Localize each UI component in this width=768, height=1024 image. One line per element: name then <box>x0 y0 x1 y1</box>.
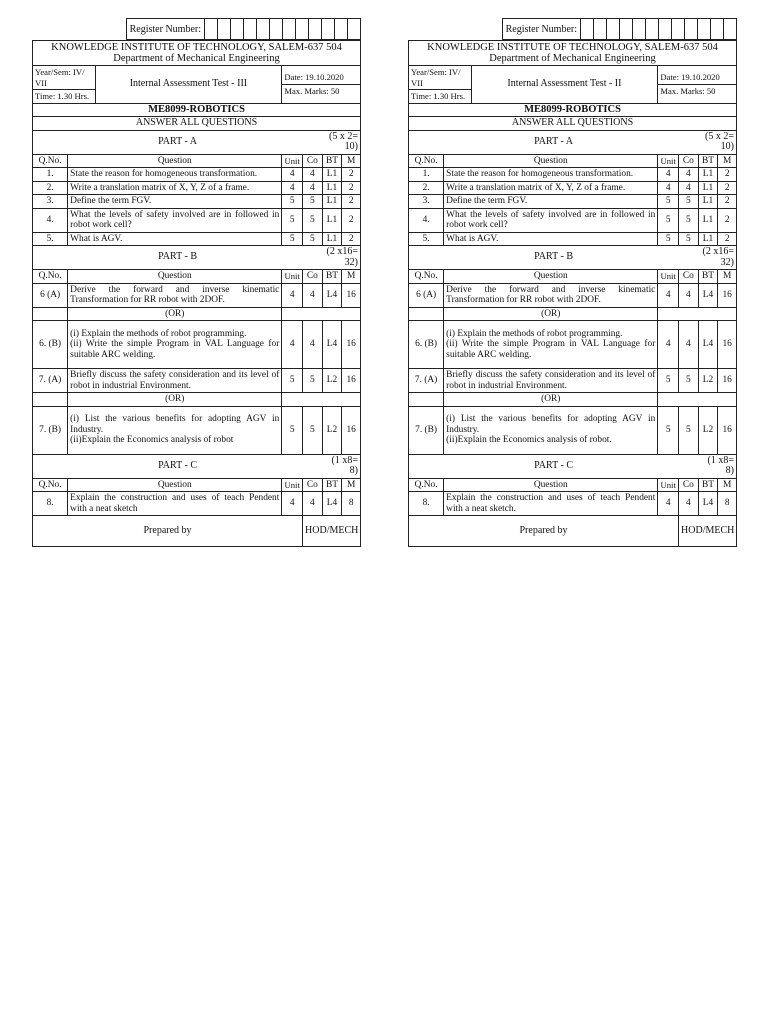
bt-value: L2 <box>322 369 342 393</box>
question-text: Derive the forward and inverse kinematic Transformation for RR robot with 2DOF. <box>444 283 658 307</box>
bt-value: L2 <box>322 406 342 454</box>
co-value: 4 <box>679 181 699 195</box>
bt-value: L1 <box>322 195 342 209</box>
column-header-co: Co <box>303 270 323 284</box>
unit-value: 4 <box>282 321 303 369</box>
column-header-question: Question <box>444 478 658 492</box>
co-value: 4 <box>679 283 699 307</box>
question-row <box>33 208 361 232</box>
register-digit-box <box>309 19 322 40</box>
column-header-row <box>409 154 737 168</box>
column-header-unit: Unit <box>658 154 679 168</box>
co-value: 4 <box>303 283 323 307</box>
unit-value: 4 <box>658 283 679 307</box>
part-marks: (2 x16= 32) <box>322 246 360 270</box>
column-header-qno: Q.No. <box>33 270 68 284</box>
question-number: 7. (B) <box>33 406 68 454</box>
question-row <box>409 195 737 209</box>
register-digit-box <box>672 19 685 40</box>
or-blank <box>282 307 361 321</box>
unit-value: 4 <box>282 181 303 195</box>
unit-value: 4 <box>282 168 303 182</box>
part-b-heading <box>33 246 361 270</box>
co-value: 5 <box>303 208 323 232</box>
question-row <box>409 406 737 454</box>
co-value: 4 <box>679 168 699 182</box>
question-text: What the levels of safety involved are in followed in robot work cell? <box>68 208 282 232</box>
marks-value: 2 <box>718 208 737 232</box>
question-row <box>33 168 361 182</box>
marks-value: 2 <box>718 181 737 195</box>
instruction: ANSWER ALL QUESTIONS <box>33 117 361 131</box>
hod-signature: HOD/MECH <box>303 516 361 547</box>
max-marks: Max. Marks: 50 <box>284 85 340 96</box>
question-row <box>33 232 361 246</box>
co-value: 5 <box>303 406 323 454</box>
co-value: 4 <box>679 492 699 516</box>
bt-value: L1 <box>698 208 718 232</box>
question-number: 4. <box>409 208 444 232</box>
column-header-bt: BT <box>698 270 718 284</box>
or-separator: (OR) <box>68 307 282 321</box>
register-digit-box <box>698 19 711 40</box>
bt-value: L1 <box>698 232 718 246</box>
part-title: PART - C <box>409 454 699 478</box>
question-row <box>33 181 361 195</box>
institute-header <box>409 41 737 66</box>
register-digit-box <box>646 19 659 40</box>
prepared-by: Prepared by <box>33 516 303 547</box>
column-header-unit: Unit <box>282 478 303 492</box>
question-paper-right <box>408 18 737 547</box>
unit-value: 5 <box>282 369 303 393</box>
institute-header <box>33 41 361 66</box>
register-digit-box <box>633 19 646 40</box>
bt-value: L1 <box>698 168 718 182</box>
column-header-row <box>33 154 361 168</box>
column-header-qno: Q.No. <box>33 478 68 492</box>
register-digit-box <box>270 19 283 40</box>
bt-value: L4 <box>322 283 342 307</box>
question-text: Briefly discuss the safety consideration and its level of robot in industrial Environment. <box>68 369 282 393</box>
or-separator: (OR) <box>444 307 658 321</box>
or-separator: (OR) <box>444 393 658 407</box>
marks-value: 2 <box>718 195 737 209</box>
part-marks: (1 x8= 8) <box>322 454 360 478</box>
question-row <box>33 492 361 516</box>
bt-value: L4 <box>698 492 718 516</box>
or-blank <box>409 393 444 407</box>
bt-value: L2 <box>698 369 718 393</box>
question-text: Explain the construction and uses of teach Pendent with a neat sketch <box>68 492 282 516</box>
column-header-co: Co <box>679 270 699 284</box>
marks-value: 2 <box>342 195 361 209</box>
column-header-question: Question <box>444 154 658 168</box>
register-digit-box <box>296 19 309 40</box>
register-digit-box <box>205 19 218 40</box>
question-number: 6. (B) <box>33 321 68 369</box>
institute-name: KNOWLEDGE INSTITUTE OF TECHNOLOGY, SALEM-637 504 <box>427 42 718 53</box>
or-row <box>33 393 361 407</box>
register-digit-box <box>322 19 335 40</box>
column-header-m: M <box>718 154 737 168</box>
question-row <box>409 492 737 516</box>
column-header-question: Question <box>68 478 282 492</box>
question-row <box>409 181 737 195</box>
marks-value: 2 <box>342 168 361 182</box>
unit-value: 5 <box>658 232 679 246</box>
question-text: Briefly discuss the safety consideration and its level of robot in industrial Environment. <box>444 369 658 393</box>
register-digit-box <box>231 19 244 40</box>
column-header-question: Question <box>68 270 282 284</box>
question-row <box>409 283 737 307</box>
bt-value: L4 <box>698 321 718 369</box>
question-number: 3. <box>33 195 68 209</box>
column-header-m: M <box>342 478 361 492</box>
column-header-bt: BT <box>322 270 342 284</box>
co-value: 4 <box>679 321 699 369</box>
co-value: 5 <box>303 369 323 393</box>
test-name: Internal Assessment Test - III <box>129 78 248 89</box>
unit-value: 4 <box>658 181 679 195</box>
exam-meta-left <box>33 66 282 104</box>
register-digit-box <box>594 19 607 40</box>
question-text: (i) Explain the methods of robot programming. (ii) Write the simple Program in VAL Language for suitable ARC welding. <box>444 321 658 369</box>
question-row <box>33 195 361 209</box>
part-title: PART - A <box>33 130 323 154</box>
marks-value: 16 <box>718 406 737 454</box>
or-blank <box>409 307 444 321</box>
unit-value: 4 <box>282 492 303 516</box>
exam-date: Date: 19.10.2020 <box>658 71 736 85</box>
question-row <box>33 283 361 307</box>
duration: Time: 1.30 Hrs. <box>33 90 95 103</box>
register-digit-box <box>244 19 257 40</box>
part-marks: (2 x16= 32) <box>698 246 736 270</box>
question-text: Write a translation matrix of X, Y, Z of a frame. <box>68 181 282 195</box>
or-blank <box>282 393 361 407</box>
question-text: State the reason for homogeneous transformation. <box>444 168 658 182</box>
part-marks: (1 x8= 8) <box>698 454 736 478</box>
question-number: 6. (B) <box>409 321 444 369</box>
marks-value: 8 <box>342 492 361 516</box>
unit-value: 4 <box>658 492 679 516</box>
or-row <box>409 393 737 407</box>
question-text: Define the term FGV. <box>444 195 658 209</box>
question-number: 5. <box>33 232 68 246</box>
register-digit-box <box>335 19 348 40</box>
duration: Time: 1.30 Hrs. <box>409 90 471 103</box>
question-number: 1. <box>33 168 68 182</box>
question-text: Define the term FGV. <box>68 195 282 209</box>
part-marks: (5 x 2= 10) <box>322 130 360 154</box>
column-header-bt: BT <box>322 154 342 168</box>
column-header-unit: Unit <box>658 478 679 492</box>
column-header-m: M <box>718 478 737 492</box>
question-number: 8. <box>409 492 444 516</box>
marks-value: 2 <box>342 232 361 246</box>
column-header-m: M <box>718 270 737 284</box>
bt-value: L1 <box>698 181 718 195</box>
or-blank <box>658 393 737 407</box>
column-header-qno: Q.No. <box>409 270 444 284</box>
unit-value: 5 <box>658 406 679 454</box>
register-digit-box <box>607 19 620 40</box>
question-row <box>409 168 737 182</box>
column-header-unit: Unit <box>282 270 303 284</box>
register-digit-box <box>283 19 296 40</box>
unit-value: 5 <box>282 232 303 246</box>
co-value: 5 <box>679 195 699 209</box>
co-value: 5 <box>679 406 699 454</box>
question-paper-left <box>32 18 361 547</box>
question-row <box>409 232 737 246</box>
department-name: Department of Mechanical Engineering <box>489 52 656 64</box>
or-separator: (OR) <box>68 393 282 407</box>
question-row <box>33 369 361 393</box>
prepared-by: Prepared by <box>409 516 679 547</box>
question-number: 7. (A) <box>33 369 68 393</box>
question-number: 7. (A) <box>409 369 444 393</box>
marks-value: 16 <box>718 321 737 369</box>
bt-value: L1 <box>322 181 342 195</box>
exam-meta-left <box>409 66 658 104</box>
marks-value: 16 <box>342 369 361 393</box>
institute-name: KNOWLEDGE INSTITUTE OF TECHNOLOGY, SALEM-637 504 <box>51 42 342 53</box>
column-header-unit: Unit <box>658 270 679 284</box>
column-header-row <box>409 478 737 492</box>
question-text: (i) List the various benefits for adopting AGV in Industry. (ii)Explain the Economics analysis of robot. <box>444 406 658 454</box>
question-number: 8. <box>33 492 68 516</box>
register-number-label: Register Number: <box>502 19 580 40</box>
unit-value: 5 <box>658 195 679 209</box>
marks-value: 16 <box>342 321 361 369</box>
part-a-heading <box>409 130 737 154</box>
department-name: Department of Mechanical Engineering <box>113 52 280 64</box>
bt-value: L4 <box>322 492 342 516</box>
column-header-row <box>33 478 361 492</box>
unit-value: 4 <box>282 283 303 307</box>
column-header-bt: BT <box>698 154 718 168</box>
column-header-co: Co <box>679 478 699 492</box>
part-marks: (5 x 2= 10) <box>698 130 736 154</box>
co-value: 5 <box>679 369 699 393</box>
co-value: 4 <box>303 168 323 182</box>
register-digit-box <box>348 19 361 40</box>
part-title: PART - B <box>33 246 323 270</box>
question-number: 5. <box>409 232 444 246</box>
co-value: 5 <box>679 208 699 232</box>
subject-title: ME8099-ROBOTICS <box>33 103 361 117</box>
register-digit-box <box>218 19 231 40</box>
or-row <box>33 307 361 321</box>
bt-value: L1 <box>322 208 342 232</box>
column-header-unit: Unit <box>282 154 303 168</box>
column-header-row <box>33 270 361 284</box>
question-number: 1. <box>409 168 444 182</box>
column-header-co: Co <box>303 154 323 168</box>
question-row <box>33 406 361 454</box>
question-text: What is AGV. <box>68 232 282 246</box>
co-value: 5 <box>303 232 323 246</box>
unit-value: 5 <box>658 369 679 393</box>
or-blank <box>33 307 68 321</box>
unit-value: 5 <box>658 208 679 232</box>
question-number: 3. <box>409 195 444 209</box>
bt-value: L4 <box>698 283 718 307</box>
question-number: 7. (B) <box>409 406 444 454</box>
unit-value: 5 <box>282 195 303 209</box>
marks-value: 2 <box>718 168 737 182</box>
column-header-co: Co <box>679 154 699 168</box>
question-row <box>409 321 737 369</box>
question-text: Derive the forward and inverse kinematic Transformation for RR robot with 2DOF. <box>68 283 282 307</box>
exam-table <box>32 40 361 547</box>
column-header-m: M <box>342 154 361 168</box>
part-title: PART - A <box>409 130 699 154</box>
question-row <box>33 321 361 369</box>
register-digit-box <box>620 19 633 40</box>
or-blank <box>658 307 737 321</box>
marks-value: 2 <box>342 181 361 195</box>
marks-value: 16 <box>718 283 737 307</box>
question-number: 2. <box>33 181 68 195</box>
exam-meta-right <box>282 66 361 104</box>
column-header-qno: Q.No. <box>409 478 444 492</box>
part-title: PART - B <box>409 246 699 270</box>
register-number-label: Register Number: <box>126 19 204 40</box>
register-number-box <box>408 18 737 40</box>
register-digit-box <box>711 19 724 40</box>
unit-value: 5 <box>282 406 303 454</box>
marks-value: 16 <box>718 369 737 393</box>
question-text: What is AGV. <box>444 232 658 246</box>
unit-value: 4 <box>658 168 679 182</box>
register-digit-box <box>659 19 672 40</box>
unit-value: 4 <box>658 321 679 369</box>
marks-value: 8 <box>718 492 737 516</box>
register-digit-box <box>685 19 698 40</box>
register-digit-box <box>257 19 270 40</box>
column-header-question: Question <box>68 154 282 168</box>
co-value: 4 <box>303 321 323 369</box>
part-c-heading <box>33 454 361 478</box>
column-header-m: M <box>342 270 361 284</box>
question-row <box>409 369 737 393</box>
question-row <box>409 208 737 232</box>
column-header-qno: Q.No. <box>33 154 68 168</box>
question-number: 6 (A) <box>33 283 68 307</box>
bt-value: L2 <box>698 406 718 454</box>
register-digit-box <box>581 19 594 40</box>
year-sem: Year/Sem: IV/ VII <box>409 66 471 90</box>
co-value: 4 <box>303 492 323 516</box>
or-blank <box>33 393 68 407</box>
unit-value: 5 <box>282 208 303 232</box>
co-value: 5 <box>303 195 323 209</box>
co-value: 4 <box>303 181 323 195</box>
part-b-heading <box>409 246 737 270</box>
column-header-question: Question <box>444 270 658 284</box>
column-header-bt: BT <box>698 478 718 492</box>
question-text: What the levels of safety involved are in followed in robot work cell? <box>444 208 658 232</box>
test-name: Internal Assessment Test - II <box>507 78 622 89</box>
question-number: 2. <box>409 181 444 195</box>
marks-value: 16 <box>342 283 361 307</box>
question-text: Explain the construction and uses of teach Pendent with a neat sketch. <box>444 492 658 516</box>
hod-signature: HOD/MECH <box>679 516 737 547</box>
bt-value: L1 <box>322 168 342 182</box>
column-header-bt: BT <box>322 478 342 492</box>
bt-value: L4 <box>322 321 342 369</box>
or-row <box>409 307 737 321</box>
column-header-qno: Q.No. <box>409 154 444 168</box>
year-sem: Year/Sem: IV/ VII <box>33 66 95 90</box>
bt-value: L1 <box>698 195 718 209</box>
question-text: Write a translation matrix of X, Y, Z of a frame. <box>444 181 658 195</box>
column-header-row <box>409 270 737 284</box>
exam-date: Date: 19.10.2020 <box>282 71 360 85</box>
max-marks: Max. Marks: 50 <box>660 85 716 96</box>
question-text: State the reason for homogeneous transformation. <box>68 168 282 182</box>
marks-value: 2 <box>342 208 361 232</box>
part-a-heading <box>33 130 361 154</box>
part-c-heading <box>409 454 737 478</box>
subject-title: ME8099-ROBOTICS <box>409 103 737 117</box>
bt-value: L1 <box>322 232 342 246</box>
question-number: 4. <box>33 208 68 232</box>
marks-value: 16 <box>342 406 361 454</box>
part-title: PART - C <box>33 454 323 478</box>
question-text: (i) List the various benefits for adopting AGV in Industry. (ii)Explain the Economics analysis of robot <box>68 406 282 454</box>
exam-meta-right <box>658 66 737 104</box>
column-header-co: Co <box>303 478 323 492</box>
exam-table <box>408 40 737 547</box>
instruction: ANSWER ALL QUESTIONS <box>409 117 737 131</box>
register-digit-box <box>724 19 737 40</box>
marks-value: 2 <box>718 232 737 246</box>
register-number-box <box>32 18 361 40</box>
question-text: (i) Explain the methods of robot programming. (ii) Write the simple Program in VAL Language for suitable ARC welding. <box>68 321 282 369</box>
question-number: 6 (A) <box>409 283 444 307</box>
co-value: 5 <box>679 232 699 246</box>
